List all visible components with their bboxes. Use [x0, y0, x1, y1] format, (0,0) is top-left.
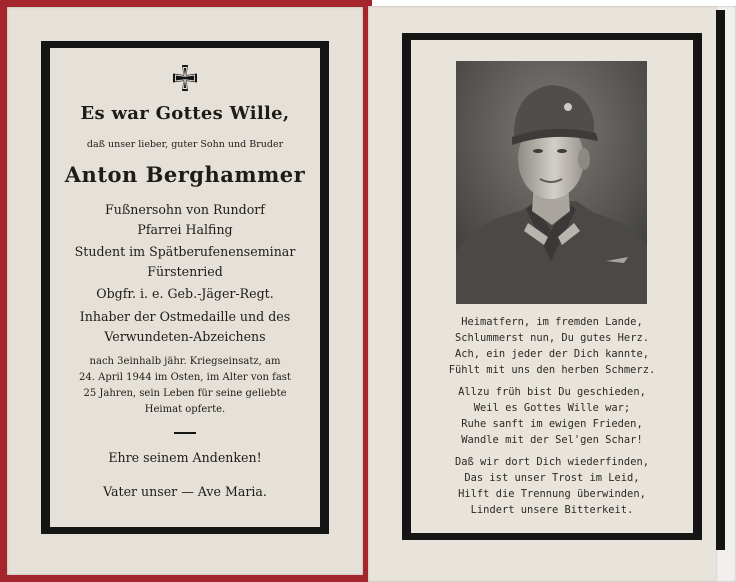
- poem-line: Ruhe sanft im ewigen Frieden,: [461, 418, 643, 430]
- prayer-line: Vater unser — Ave Maria.: [103, 484, 267, 499]
- service-line: nach 3einhalb jähr. Kriegseinsatz, am: [89, 356, 281, 367]
- rank-line: Obgfr. i. e. Geb.-Jäger-Regt.: [96, 286, 274, 301]
- age-line: 25 Jahren, sein Leben für seine geliebte: [83, 388, 287, 399]
- deceased-name: Anton Berghammer: [64, 162, 306, 187]
- poem-line: Ach, ein jeder der Dich kannte,: [455, 348, 649, 360]
- origin-line: Fußnersohn von Rundorf: [105, 202, 265, 217]
- opening-line: Es war Gottes Wille,: [80, 103, 290, 124]
- soldier-portrait: [456, 61, 647, 304]
- parish-line: Pfarrei Halfing: [137, 222, 233, 237]
- poem-line: Hilft die Trennung überwinden,: [458, 488, 646, 500]
- medal-line: Inhaber der Ostmedaille und des: [79, 309, 291, 324]
- poem-line: Fühlt mit uns den herben Schmerz.: [448, 364, 656, 376]
- sacrifice-line: Heimat opferte.: [144, 404, 226, 415]
- iron-cross-icon: [171, 64, 199, 92]
- adjacent-card-edge: [716, 6, 736, 582]
- honor-line: Ehre seinem Andenken!: [108, 450, 262, 465]
- seminary-line: Student im Spätberufenenseminar: [74, 244, 296, 259]
- adjacent-card-border: [716, 10, 725, 550]
- seminary-place-line: Fürstenried: [147, 264, 223, 279]
- poem-line: Wandle mit der Sel'gen Schar!: [461, 434, 643, 446]
- poem-line: Weil es Gottes Wille war;: [473, 402, 631, 414]
- intro-line: daß unser lieber, guter Sohn und Bruder: [86, 139, 284, 150]
- divider-bar: [174, 432, 196, 434]
- poem-line: Allzu früh bist Du geschieden,: [458, 386, 646, 398]
- poem-line: Das ist unser Trost im Leid,: [464, 472, 640, 484]
- poem-line: Schlummerst nun, Du gutes Herz.: [455, 332, 649, 344]
- poem-line: Heimatfern, im fremden Lande,: [461, 316, 643, 328]
- badge-line: Verwundeten-Abzeichens: [104, 329, 266, 344]
- memorial-text-block: [50, 48, 320, 528]
- date-line: 24. April 1944 im Osten, im Alter von fast: [79, 372, 291, 383]
- poem-line: Daß wir dort Dich wiederfinden,: [455, 456, 649, 468]
- poem-line: Lindert unsere Bitterkeit.: [470, 504, 634, 516]
